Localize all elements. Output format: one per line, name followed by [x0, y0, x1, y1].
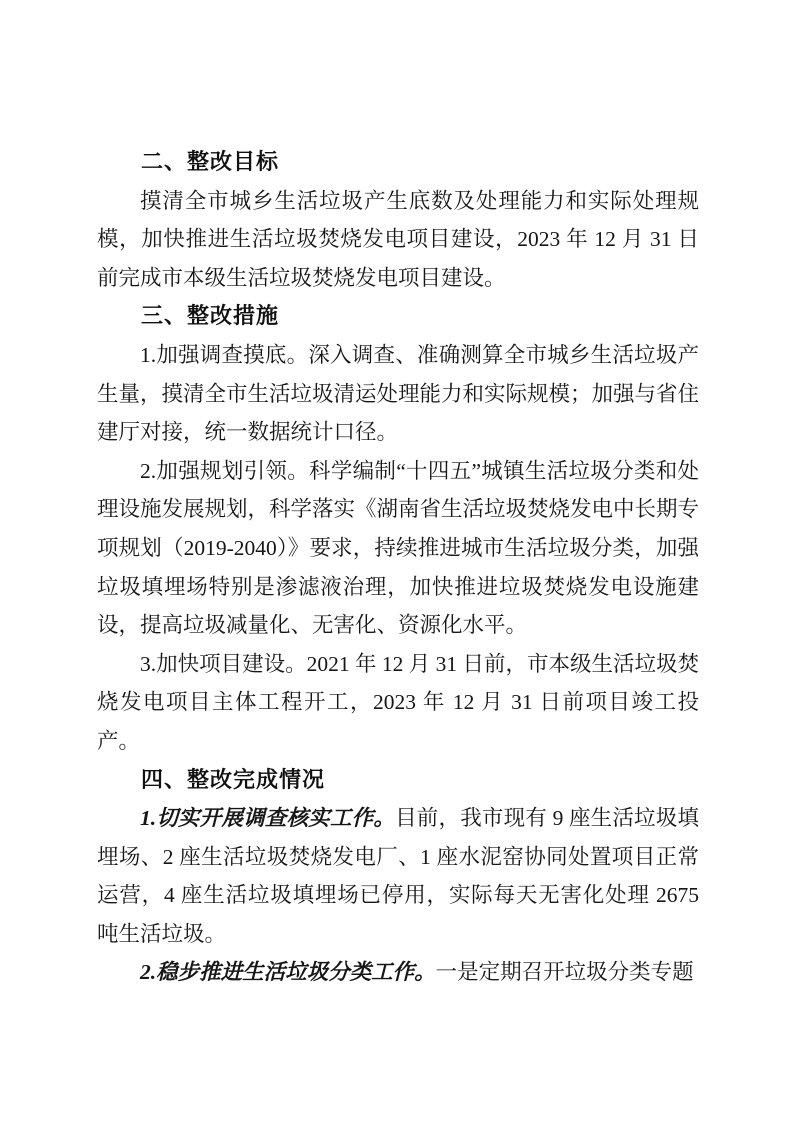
paragraph-text: 目前，我市现有 9 座生活垃圾填埋场、2 座生活垃圾焚烧发电厂、1 座水泥窑协同处置项目正常运营，4 座生活垃圾填埋场已停用，实际每天无害化处理 2675 吨生活垃圾。: [97, 806, 699, 946]
paragraph-text: 一是定期召开垃圾分类专题: [435, 960, 694, 985]
paragraph-text: 3.加快项目建设。2021 年 12 月 31 日前，市本级生活垃圾焚烧发电项目主体工程开工，2023 年 12 月 31 日前项目竣工投产。: [97, 651, 700, 753]
paragraph: [97, 799, 699, 953]
paragraph-lead: 1.切实开展调查核实工作。: [140, 806, 396, 831]
paragraph: [97, 953, 699, 992]
paragraph-text: 1.加强调查摸底。深入调查、准确测算全市城乡生活垃圾产生量，摸清全市生活垃圾清运处理能力和实际规模；加强与省住建厅对接，统一数据统计口径。: [97, 342, 700, 445]
paragraph: [97, 645, 699, 761]
paragraph: [97, 182, 699, 298]
paragraph-text: 摸清全市城乡生活垃圾产生底数及处理能力和实际处理规模，加快推进生活垃圾焚烧发电项目建设，2023 年 12 月 31 日前完成市本级生活垃圾焚烧发电项目建设。: [97, 188, 699, 290]
section-heading-rectification-measures: 三、整改措施: [141, 303, 280, 329]
paragraph: [97, 452, 699, 645]
paragraph-lead: 2.稳步推进生活垃圾分类工作。: [140, 960, 436, 985]
paragraph: [97, 336, 699, 452]
paragraph-text: 2.加强规划引领。科学编制“十四五”城镇生活垃圾分类和处理设施发展规划，科学落实《湖南省生活垃圾焚烧发电中长期专项规划（2019-2040）》要求，持续推进城市生活垃圾分类，加强垃圾填埋场特别是渗滤液治理，加快推进垃圾焚烧发电设施建设，提高垃圾减量化、无害化、资源化水平。: [97, 458, 700, 638]
section-heading-rectification-completion-status: 四、整改完成情况: [141, 766, 326, 792]
section-heading-rectification-goals: 二、整改目标: [141, 149, 280, 174]
